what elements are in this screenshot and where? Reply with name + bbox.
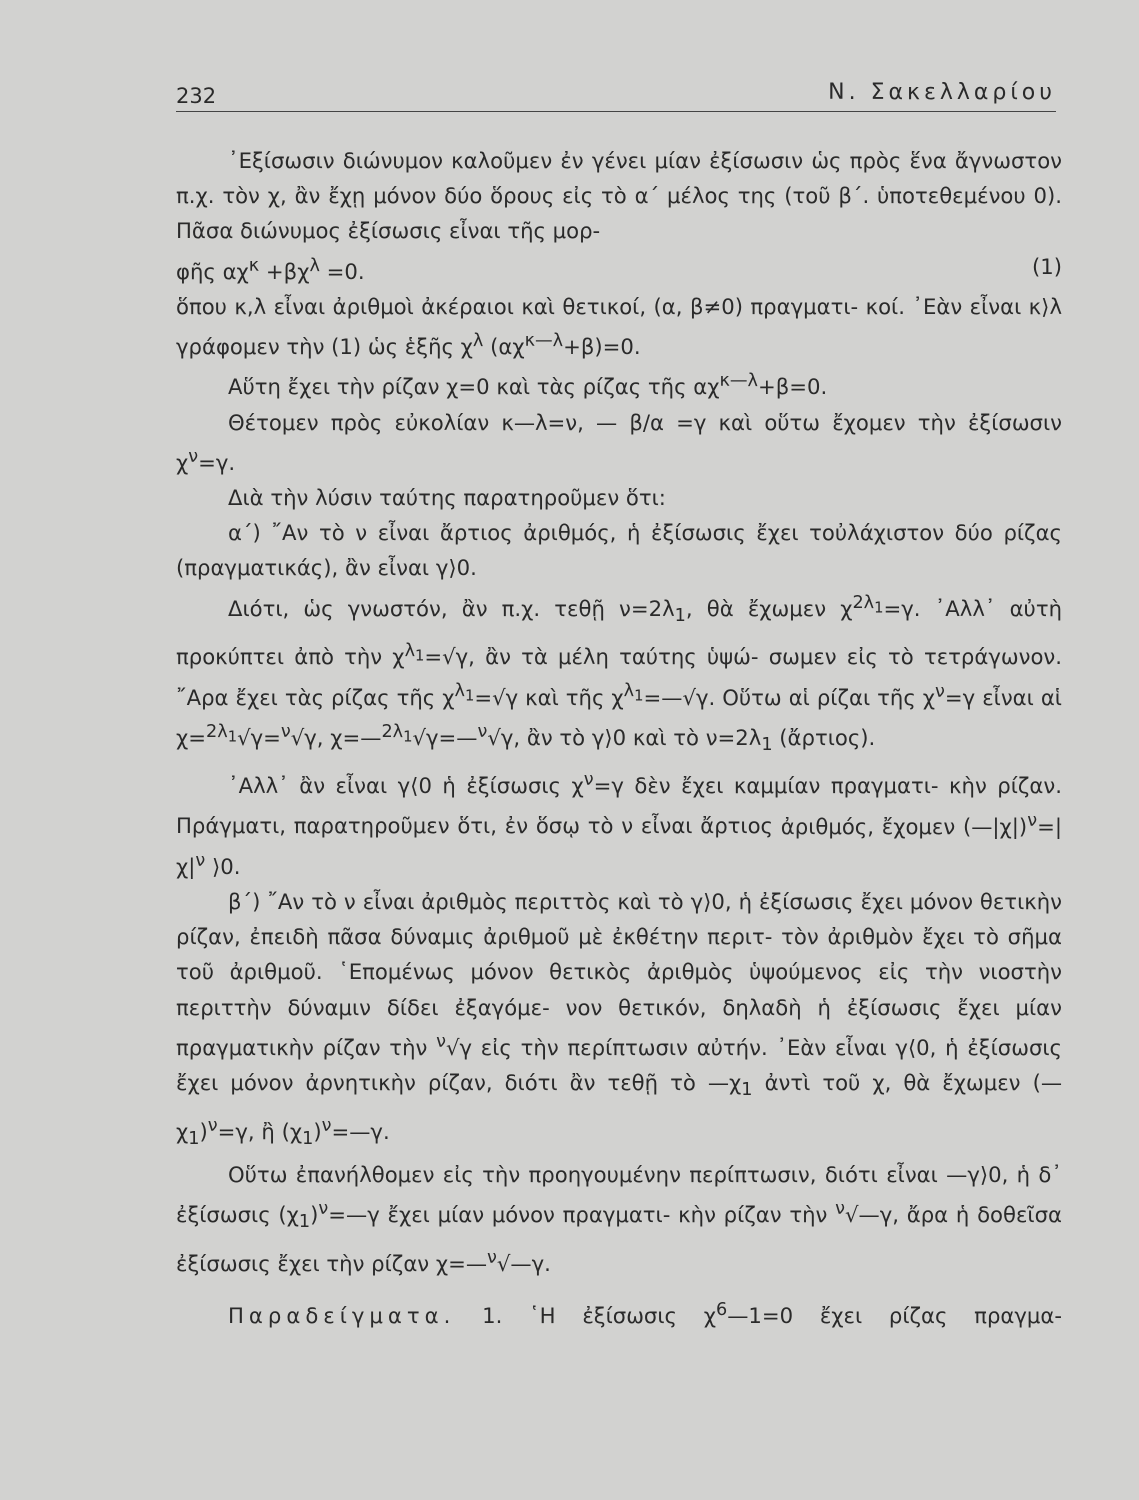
page-number: 232 xyxy=(176,84,217,108)
text-line: χ=—$^{2\lambda_1}$√γ=—$^\nu$√γ, ἂν τὸ γ⟩0 καὶ τὸ $\nu=2\lambda_1$ (ἄρτιος). xyxy=(330,721,876,756)
text-line: μόνον θετικὴν ρίζαν, ἐπειδὴ πᾶσα δύναμις ἀριθμοῦ μὲ ἐκθέτην περιτ- xyxy=(176,889,1062,950)
paragraph xyxy=(176,289,1062,364)
equation-line xyxy=(176,249,1062,289)
body-text xyxy=(176,143,1062,1333)
text-line: τὸν ἀριθμὸν ἔχει τὸ σῆμα τοῦ ἀριθμοῦ. ῾Επομένως μόνον θετικὸς xyxy=(176,924,1062,985)
running-head-author: Ν. Σακελλαρίου xyxy=(828,80,1056,105)
text-line: Διότι, ὡς γνωστόν, ἂν π.χ. τεθῇ $\nu=2\lambda_1$, θὰ ἔχωμεν $\chi^{2\lambda_1}=\gamma$. xyxy=(228,592,921,626)
text-line: Θέτομεν πρὸς εὐκολίαν κ—λ=ν, — β/α =γ καὶ οὕτω ἔχομεν τὴν xyxy=(228,409,956,435)
text-line: β΄) ῎Αν τὸ ν εἶναι ἀριθμὸς περιττὸς καὶ τὸ γ⟩0, ἡ ἐξίσωσις ἔχει xyxy=(228,889,903,915)
header-rule xyxy=(176,111,1056,112)
paragraph xyxy=(176,763,1062,884)
text-line: ᾿Αλλ᾿ αὐτὴ προκύπτει ἀπὸ τὴν $\chi^{\lambda_1}=√\gamma$, ἂν τὰ μέλη ταύτης ὑψώ- xyxy=(176,595,1063,670)
text-line: κοί. ᾿Εὰν εἶναι κ⟩λ γράφομεν τὴν (1) ὡς ἑξῆς $\chi^\lambda$ $(\alpha\chi^{\kappa—\lambda}+\beta)=0$. xyxy=(176,293,1062,360)
text-line: ᾿Αλλ᾿ ἂν εἶναι γ⟨0 ἡ ἐξίσωσις $\chi^\nu=\gamma$ δὲν ἔχει καμμίαν πραγματι- xyxy=(228,770,939,799)
paragraph xyxy=(176,1157,1062,1281)
page-header xyxy=(176,78,1056,112)
text-line: 1. ῾Η ἐξίσωσις $\chi^6—1=0$ ἔχει ρίζας πραγμα- xyxy=(482,1300,1062,1329)
text-line: δύο ρίζας (πραγματικάς), ἂν εἶναι γ⟩0. xyxy=(176,520,1062,581)
equation-number: (1) xyxy=(1031,253,1062,279)
text-line: εἶναι —γ⟩0, ἡ δ᾿ ἐξίσωσις $(\chi_1)^\nu=—\gamma$ ἔχει μίαν μόνον πραγματι- xyxy=(176,1162,1062,1233)
text-line: Οὕτω ἐπανήλθομεν εἰς τὴν προηγουμένην περίπτωσιν, διότι xyxy=(228,1162,878,1188)
paragraph xyxy=(176,364,1062,404)
text-line: Διὰ τὴν λύσιν ταύτης παρατηροῦμεν ὅτι: xyxy=(228,485,666,511)
text-line: $^\nu$√γ εἰς τὴν περίπτωσιν αὐτήν. ᾿Εὰν εἶναι γ⟨0, ἡ ἐξίσωσις ἔχει μόνον xyxy=(176,1031,1062,1096)
paragraph xyxy=(176,884,1062,1157)
text-line: $\chi^{\lambda_1}=—√\gamma$. Οὕτω αἱ ρίζαι τῆς $\chi^\nu=\gamma$ εἶναι αἱ χ=$^{2\lambda_1}$√γ=$^\nu$√γ, xyxy=(176,681,1062,750)
text-line: κὴν ρίζαν. Πράγματι, παρατηροῦμεν ὅτι, ἐν ὅσῳ τὸ ν εἶναι ἄρτιος xyxy=(176,773,1062,839)
text-line: ἐξίσωσιν $\chi^\nu=\gamma$. xyxy=(176,409,1062,475)
paragraph xyxy=(176,1293,1062,1333)
text-line: α΄) ῎Αν τὸ ν εἶναι ἄρτιος ἀριθμός, ἡ ἐξίσωσις ἔχει τοὐλάχιστον xyxy=(228,520,945,546)
text-line: της (τοῦ β΄. ὑποτεθεμένου 0). Πᾶσα διώνυμος ἐξίσωσις εἶναι τῆς μορ- xyxy=(176,183,1062,244)
text-line: Αὕτη ἔχει τὴν ρίζαν χ=0 καὶ τὰς ρίζας τῆς $\alpha\chi^{\kappa—\lambda}+\beta=0$. xyxy=(228,371,828,400)
text-line: σωμεν εἰς τὸ τετράγωνον. ῎Αρα ἔχει τὰς ρίζας τῆς $\chi^{\lambda_1}=√\gamma$ καὶ τῆς xyxy=(176,644,1062,710)
text-line: ἕνα ἄγνωστον π.χ. τὸν χ, ἂν ἔχῃ μόνον δύο ὅρους εἰς τὸ α΄ μέλος xyxy=(176,148,1062,209)
text-line: ὅπου κ,λ εἶναι ἀριθμοὶ ἀκέραιοι καὶ θετικοί, (α, β≠0) πραγματι- xyxy=(176,293,859,319)
text-line: ἀριθμὸς ὑψούμενος εἰς τὴν νιοστὴν περιττὴν δύναμιν δίδει ἐξαγόμε- xyxy=(176,959,1062,1020)
text-line: κὴν ρίζαν τὴν $^\nu$√—γ, ἄρα ἡ δοθεῖσα ἐξίσωσις ἔχει τὴν ρίζαν χ=—$^\nu$√—γ. xyxy=(176,1199,1062,1276)
paragraph xyxy=(176,586,1062,764)
text-line: $(—\chi_1)^\nu=\gamma$, ἢ $(\chi_1)^\nu=—\gamma$. xyxy=(176,1070,1063,1149)
paragraph xyxy=(176,405,1062,480)
examples-heading: Παραδείγματα. xyxy=(228,1303,456,1329)
text-line: νον θετικόν, δηλαδὴ ἡ ἐξίσωσις ἔχει μίαν πραγματικὴν ρίζαν τὴν xyxy=(176,994,1062,1060)
text-line: ἀρνητικὴν ρίζαν, διότι ἂν τεθῇ τὸ $—\chi_1$ ἀντὶ τοῦ χ, θὰ ἔχωμεν xyxy=(305,1070,1021,1101)
paragraph xyxy=(176,143,1062,249)
text-line: ἀριθμός, ἔχομεν $(—|\chi|)^\nu=|\chi|^\nu$ ⟩0. xyxy=(176,810,1062,879)
text-line: ᾿Εξίσωσιν διώνυμον καλοῦμεν ἐν γένει μίαν ἐξίσωσιν ὡς πρὸς xyxy=(228,148,902,173)
paragraph xyxy=(176,515,1062,585)
paragraph xyxy=(176,480,1062,515)
equation: φῆς $\alpha\chi^\kappa +\beta\chi^\lambda =0$. xyxy=(176,255,365,284)
